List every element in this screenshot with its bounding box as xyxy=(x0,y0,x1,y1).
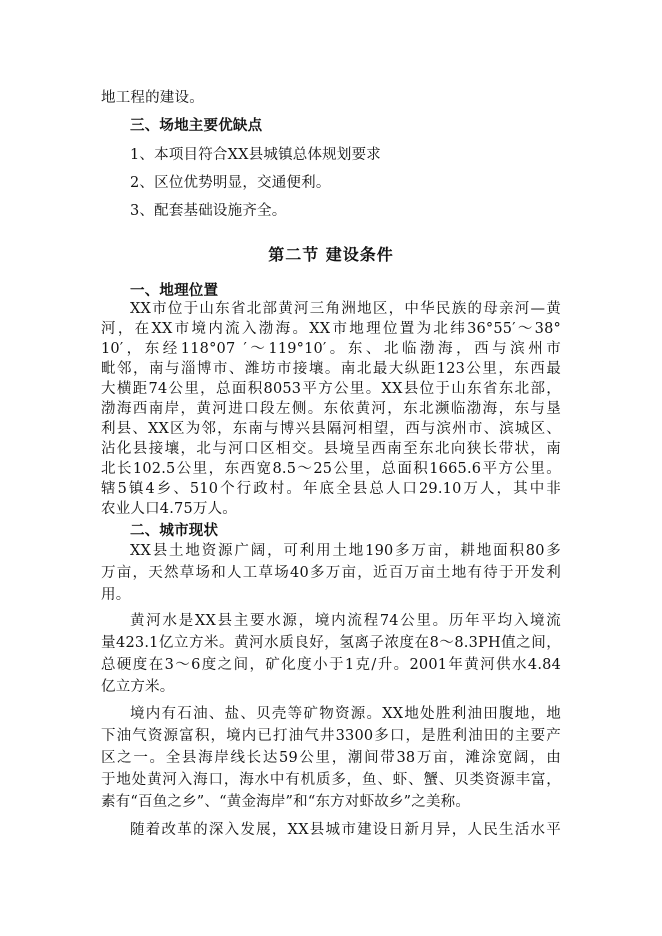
city-line: 随着改革的深入发展，XX县城市建设日新月异，人民生活水平 xyxy=(130,822,561,838)
city-line: 境内有石油、盐、贝壳等矿物资源。XX地处胜利油田腹地，地 xyxy=(130,706,561,722)
geo-line: 农业人口4.75万人。 xyxy=(101,501,237,517)
city-line: 总硬度在3～6度之间，矿化度小于1克/升。2001年黄河供水4.84 xyxy=(101,657,561,673)
section-title: 第二节 建设条件 xyxy=(268,245,394,264)
city-line: 下油气资源富积，境内已打油气井3300多口，是胜利油田的主要产 xyxy=(101,728,561,744)
city-line: 黄河水是XX县主要水源，境内流程74公里。历年平均入境流 xyxy=(130,613,561,629)
site-point: 2、区位优势明显，交通便利。 xyxy=(130,175,331,191)
city-line: 用。 xyxy=(101,587,131,603)
city-line: 量423.1亿立方米。黄河水质良好，氢离子浓度在8～8.3PH值之间， xyxy=(101,635,561,651)
site-point: 1、本项目符合XX县城镇总体规划要求 xyxy=(130,147,381,163)
geo-line: 10′，东经118°07 ′～119°10′。东、北临渤海，西与滨州市 xyxy=(101,341,561,357)
city-heading: 二、城市现状 xyxy=(130,522,219,539)
city-line: 素有“百鱼之乡”、“黄金海岸”和“东方对虾故乡”之美称。 xyxy=(101,794,471,810)
geo-line: 大横距74公里，总面积8053平方公里。XX县位于山东省东北部， xyxy=(101,381,561,397)
city-line: 于地处黄河入海口，海水中有机质多，鱼、虾、蟹、贝类资源丰富， xyxy=(101,772,561,788)
geo-line: 河，在XX市境内流入渤海。XX市地理位置为北纬36°55′～38° xyxy=(101,321,561,337)
geo-line: 北长102.5公里，东西宽8.5～25公里，总面积1665.6平方公里。 xyxy=(101,461,561,477)
city-line: XX县土地资源广阔，可利用土地190多万亩，耕地面积80多 xyxy=(130,543,561,559)
geo-line: 沾化县接壤，北与河口区相交。县境呈西南至东北向狭长带状，南 xyxy=(101,441,561,457)
site-point: 3、配套基础设施齐全。 xyxy=(130,203,287,219)
geo-line: 利县、XX区为邻，东南与博兴县隔河相望，西与滨州市、滨城区、 xyxy=(101,421,561,437)
geo-line: 毗邻，南与淄博市、潍坊市接壤。南北最大纵距123公里，东西最 xyxy=(101,361,561,377)
site-heading: 三、场地主要优缺点 xyxy=(130,117,263,134)
geo-line: 渤海西南岸，黄河进口段左侧。东依黄河，东北濒临渤海，东与垦 xyxy=(101,401,561,417)
geo-heading: 一、地理位置 xyxy=(130,282,219,299)
text-line: 地工程的建设。 xyxy=(101,90,204,106)
city-line: 万亩，天然草场和人工草场40多万亩，近百万亩土地有待于开发利 xyxy=(101,565,561,581)
city-line: 亿立方米。 xyxy=(101,679,175,695)
geo-line: XX市位于山东省北部黄河三角洲地区，中华民族的母亲河—黄 xyxy=(130,301,561,317)
city-line: 区之一。全县海岸线长达59公里，潮间带38万亩，滩涂宽阔，由 xyxy=(101,750,561,766)
geo-line: 辖5镇4乡、510个行政村。年底全县总人口29.10万人，其中非 xyxy=(101,481,561,497)
